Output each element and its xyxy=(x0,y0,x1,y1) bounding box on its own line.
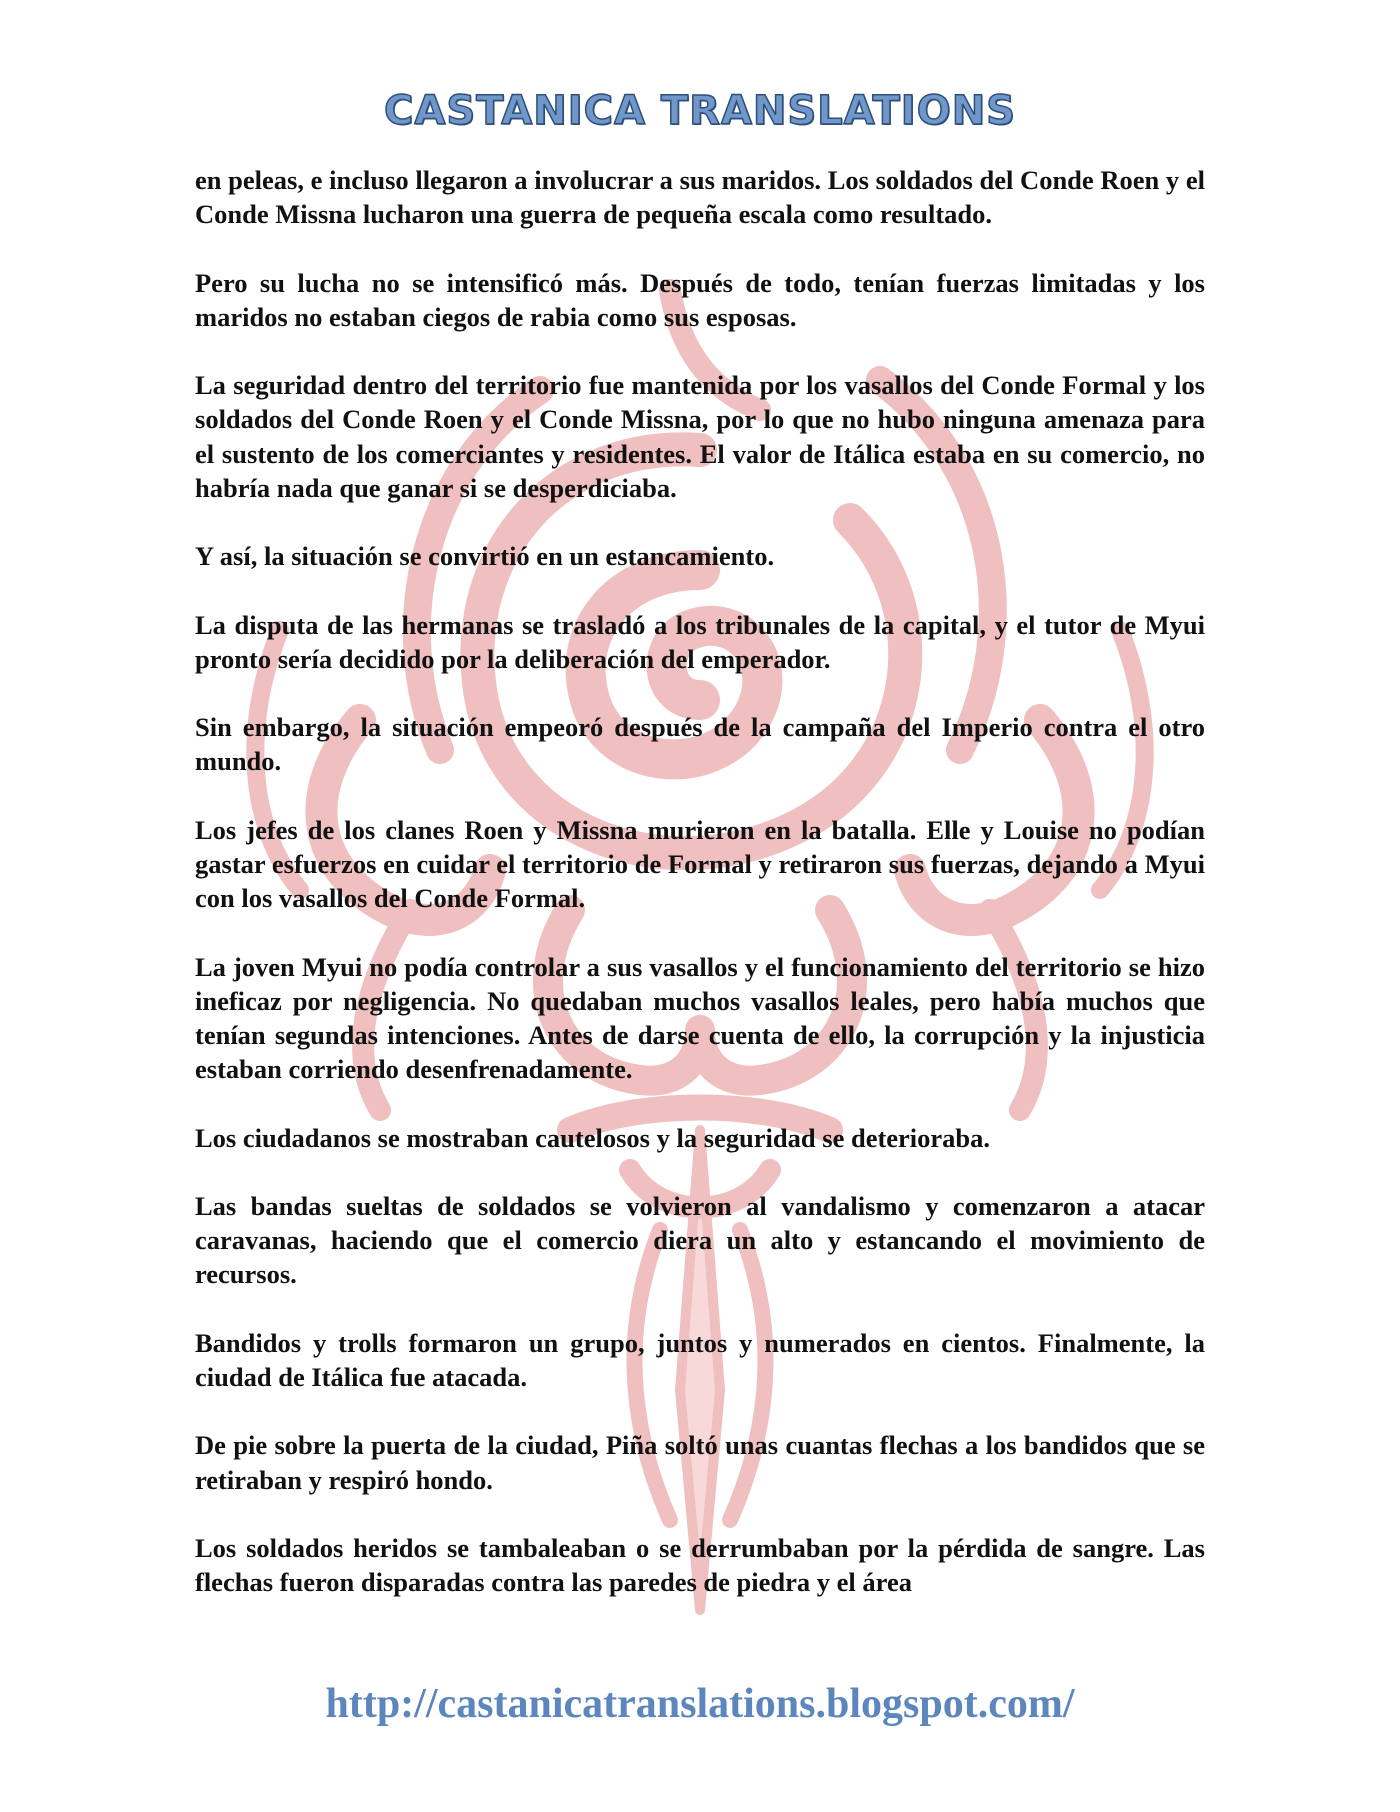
paragraph: Pero su lucha no se intensificó más. Después de todo, tenían fuerzas limitadas y los maridos no estaban ciegos de rabia como sus esposas. xyxy=(195,267,1205,332)
paragraph: Bandidos y trolls formaron un grupo, juntos y numerados en cientos. Finalmente, la ciudad de Itálica fue atacada. xyxy=(195,1327,1205,1392)
paragraph: Sin embargo, la situación empeoró después de la campaña del Imperio contra el otro mundo. xyxy=(195,712,1205,777)
paragraph: Los soldados heridos se tambaleaban o se derrumbaban por la pérdida de sangre. Las flechas fueron disparadas contra las paredes de piedra y el área xyxy=(195,1532,1205,1598)
paragraph: La disputa de las hermanas se trasladó a los tribunales de la capital, y el tutor de Myui pronto sería decidido por la deliberación del emperador. xyxy=(195,609,1205,674)
paragraph: Los ciudadanos se mostraban cautelosos y la seguridad se deterioraba. xyxy=(195,1122,991,1153)
footer-url-link[interactable]: http://castanicatranslations.blogspot.com/ xyxy=(325,1681,1075,1727)
paragraph: Y así, la situación se convirtió en un estancamiento. xyxy=(195,541,775,572)
paragraph: Los jefes de los clanes Roen y Missna murieron en la batalla. Elle y Louise no podían gastar esfuerzos en cuidar el territorio de Formal y retiraron sus fuerzas, dejando a Myui con los vasallos del Conde Formal. xyxy=(195,814,1205,914)
paragraph: La joven Myui no podía controlar a sus vasallos y el funcionamiento del territorio se hizo ineficaz por negligencia. No quedaban muchos vasallos leales, pero había muchos que tenían segundas intenciones. Antes de darse cuenta de ello, la corrupción y la injusticia estaban corriendo desenfrenadamente. xyxy=(195,951,1205,1085)
paragraph: en peleas, e incluso llegaron a involucrar a sus maridos. Los soldados del Conde Roen y el Conde Missna lucharon una guerra de pequeña escala como resultado. xyxy=(195,165,1205,230)
site-title: CASTANICA TRANSLATIONS xyxy=(384,88,1016,134)
paragraph: La seguridad dentro del territorio fue mantenida por los vasallos del Conde Formal y los soldados del Conde Roen y el Conde Missna, por lo que no hubo ninguna amenaza para el sustento de los comerciantes y residentes. El valor de Itálica estaba en su comercio, no habría nada que ganar si se desperdiciaba. xyxy=(195,370,1205,503)
paragraph: De pie sobre la puerta de la ciudad, Piña soltó unas cuantas flechas a los bandidos que se retiraban y respiró hondo. xyxy=(195,1430,1205,1495)
paragraph: Las bandas sueltas de soldados se volvieron al vandalismo y comenzaron a atacar caravanas, haciendo que el comercio diera un alto y estancando el movimiento de recursos. xyxy=(195,1190,1205,1290)
page-body xyxy=(195,163,1205,1634)
